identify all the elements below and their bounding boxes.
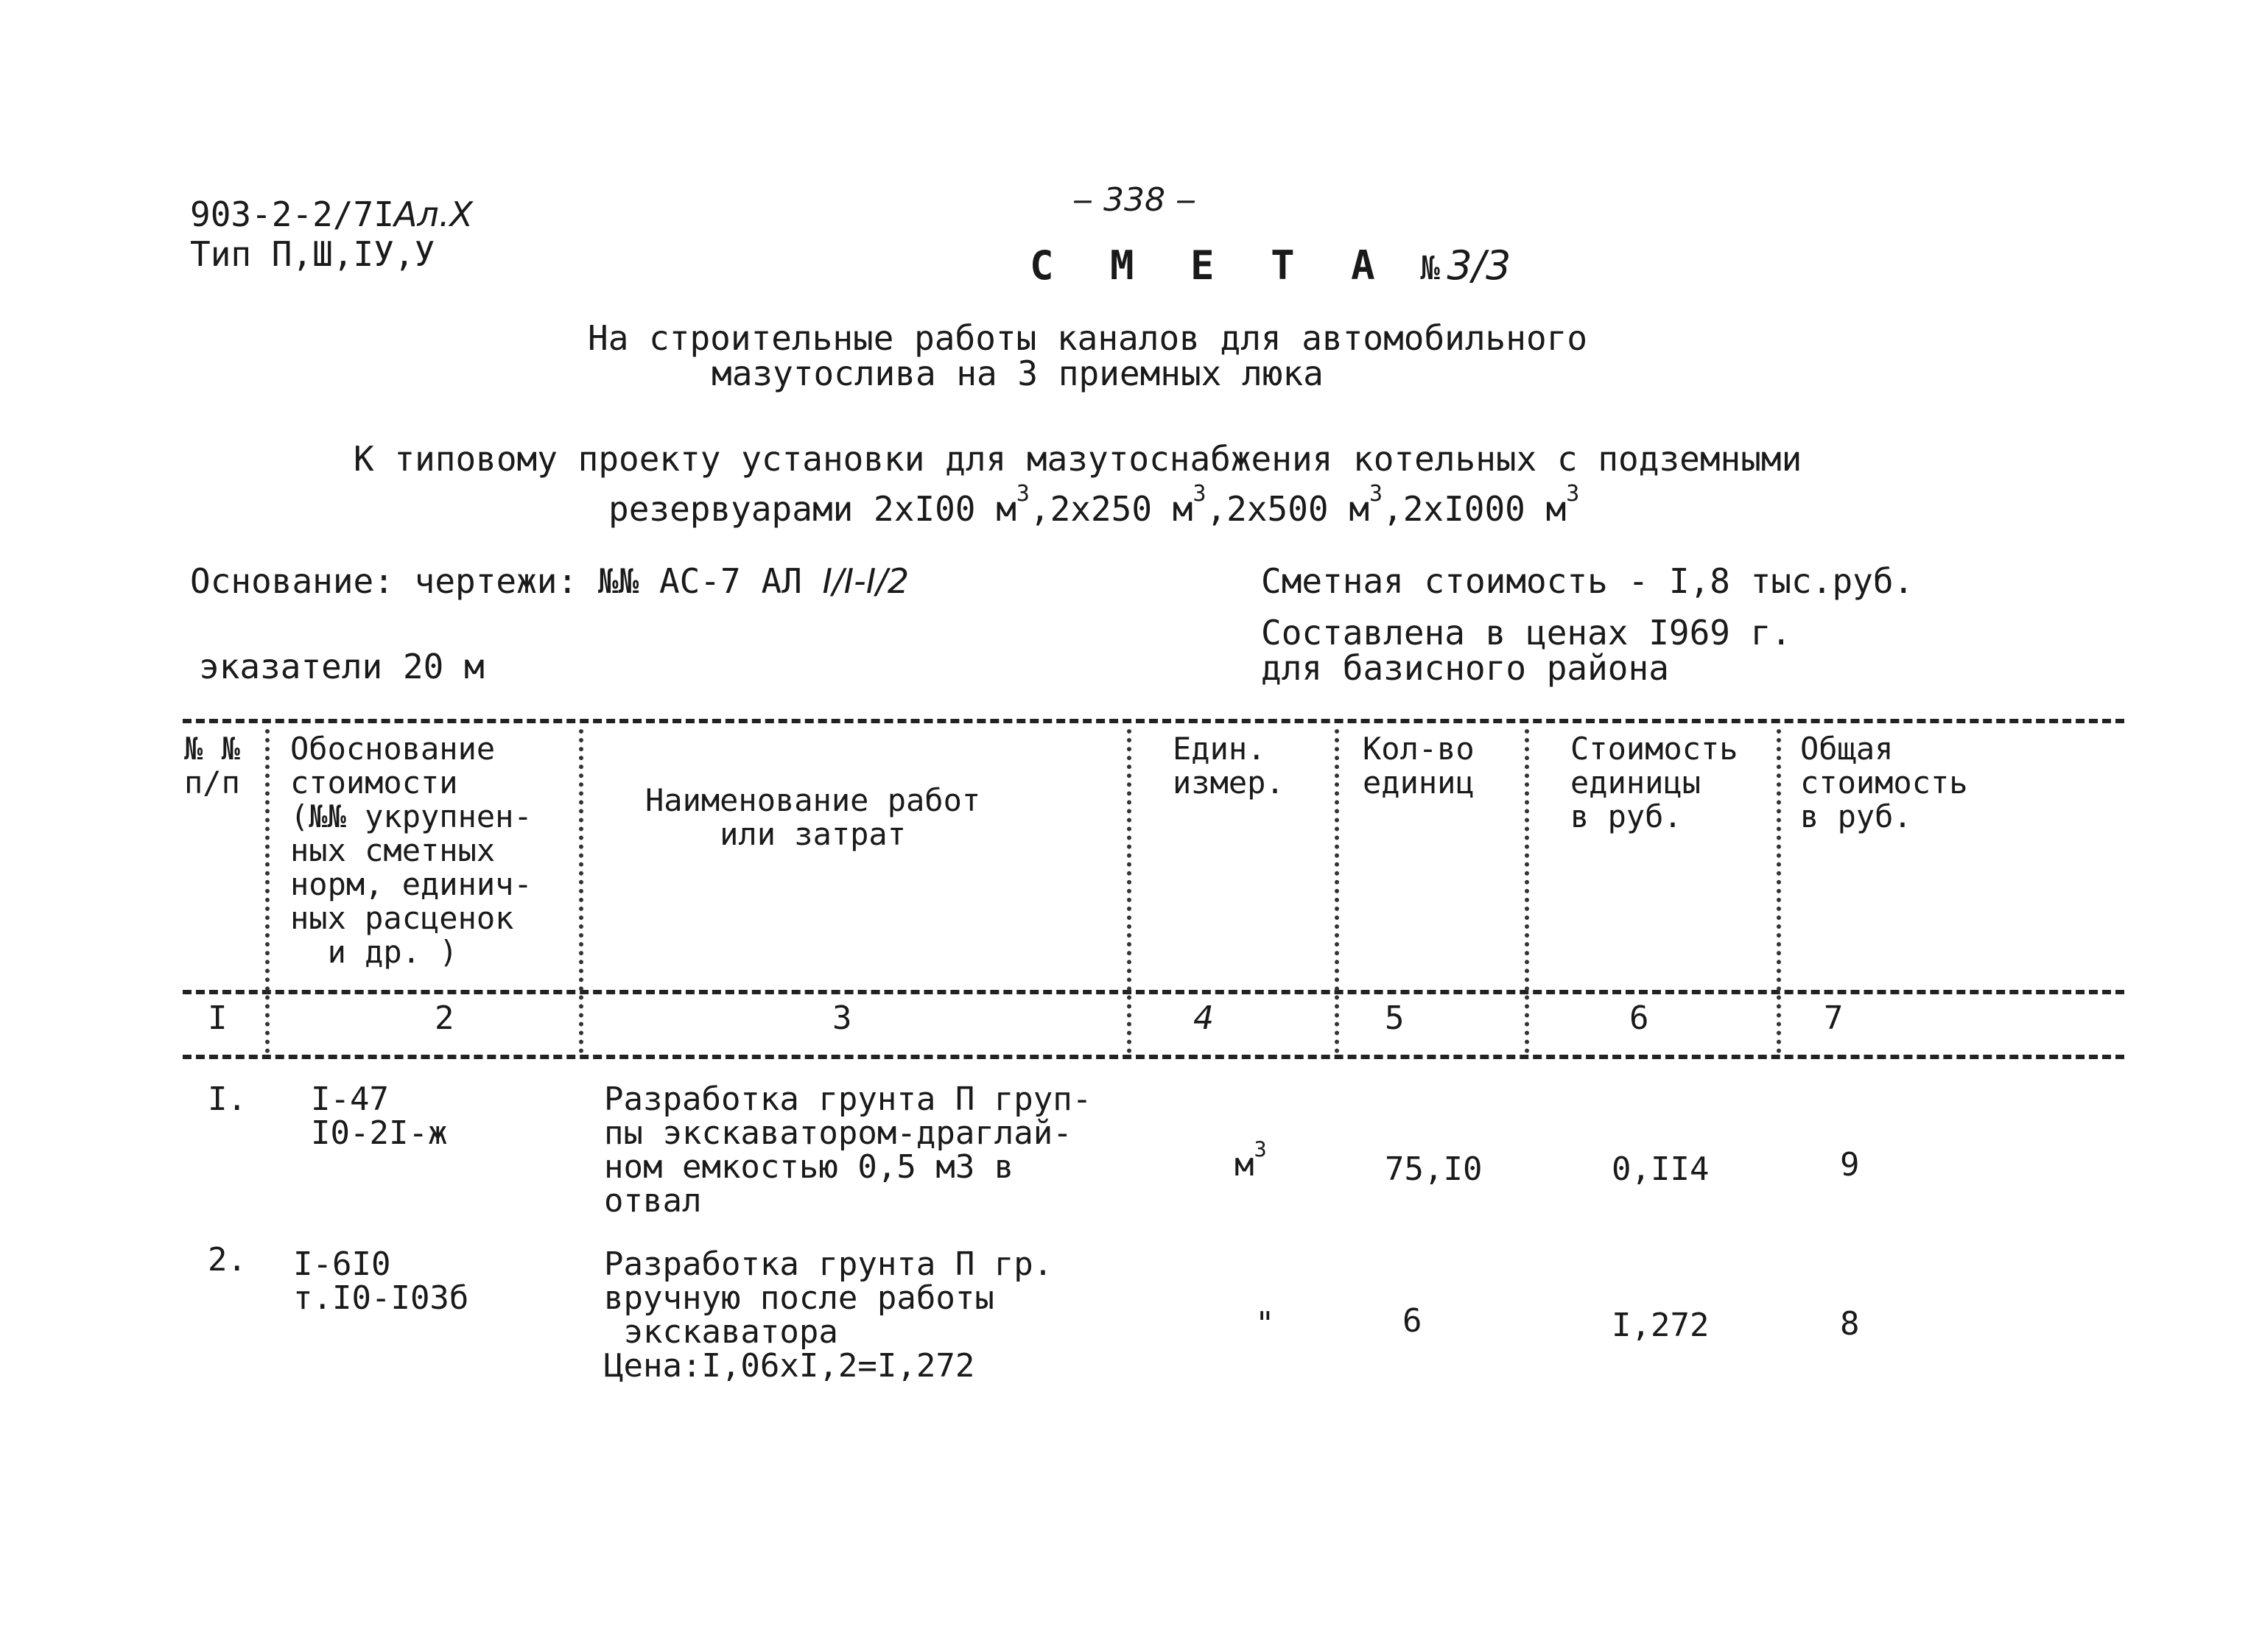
row-total: 8 bbox=[1840, 1305, 1860, 1343]
doc-code: 903-2-2/7IАл.X bbox=[190, 194, 473, 234]
row-unit: $м^3$ bbox=[1234, 1136, 1267, 1184]
header-bottom-rule bbox=[183, 990, 2124, 994]
col-number-1: I bbox=[208, 999, 228, 1037]
project-line-1: К типовому проекту установки для мазутоснабжения котельных с подземными bbox=[354, 439, 1802, 479]
row-quantity: 75,I0 bbox=[1385, 1150, 1483, 1188]
col-number-7: 7 bbox=[1824, 999, 1844, 1037]
header-col-4: Един. измер. bbox=[1173, 731, 1285, 801]
row-number: 2. bbox=[208, 1241, 247, 1279]
col-sep-3 bbox=[1127, 729, 1131, 1053]
row-basis: I-6I0 т.I0-I03б bbox=[293, 1245, 469, 1317]
col-number-2: 2 bbox=[435, 999, 454, 1037]
col-number-4: 4 bbox=[1193, 999, 1214, 1037]
header-col-2: Обоснование стоимости (№№ укрупнен- ных сметных норм, единич- ных расценок и др. ) bbox=[290, 731, 533, 970]
col-sep-4 bbox=[1335, 729, 1339, 1053]
col-number-5: 5 bbox=[1385, 999, 1405, 1037]
subtitle-line-1: На строительные работы каналов для автомобильного bbox=[588, 318, 1588, 358]
row-basis: I-47 I0-2I-ж bbox=[311, 1080, 448, 1152]
doc-type: Тип П,Ш,IУ,У bbox=[190, 234, 435, 274]
row-number: I. bbox=[208, 1080, 247, 1118]
col-sep-2 bbox=[579, 729, 583, 1053]
header-col-1: № № п/п bbox=[184, 731, 240, 801]
col-number-6: 6 bbox=[1629, 999, 1649, 1037]
row-unit-cost: I,272 bbox=[1612, 1307, 1710, 1344]
doc-code-handwritten: Ал.X bbox=[393, 194, 473, 234]
page-number: ‒ 338 ‒ bbox=[1072, 181, 1196, 219]
header-col-3: Наименование работ или затрат bbox=[645, 782, 981, 852]
row-quantity: 6 bbox=[1402, 1302, 1422, 1340]
row-unit-cost: 0,II4 bbox=[1612, 1150, 1710, 1188]
basis-handwritten: I/I-I/2 bbox=[822, 561, 910, 601]
header-col-6: Стоимость единицы в руб. bbox=[1570, 731, 1738, 834]
basis-text: Основание: чертежи: №№ АС-7 АЛ I/I-I/2 bbox=[190, 561, 910, 601]
row-unit: " bbox=[1255, 1305, 1275, 1343]
document-title: С М Е Т А № 3/3 bbox=[1030, 242, 1511, 289]
estimated-cost: Сметная стоимость - I,8 тыс.руб. bbox=[1261, 561, 1914, 601]
row-work-name: Разработка грунта П груп- пы экскаватором-драглай- ном емкостью 0,5 м3 в отвал bbox=[604, 1080, 1092, 1220]
col-sep-6 bbox=[1777, 729, 1781, 1053]
col-number-3: 3 bbox=[832, 999, 852, 1037]
prices-line-1: Составлена в ценах I969 г. bbox=[1261, 613, 1792, 653]
row-work-name: Разработка грунта П гр. вручную после работы экскаватора Цена:I,06хI,2=I,272 bbox=[604, 1245, 1053, 1385]
prices-line-2: для базисного района bbox=[1261, 648, 1669, 688]
number-row-rule bbox=[183, 1055, 2124, 1059]
header-col-5: Кол-во единиц bbox=[1363, 731, 1475, 801]
indicators-text: эказатели 20 м bbox=[199, 647, 485, 686]
project-line-2: резервуарами 2хI00 $м^3,2х250$ $м^3,2х500$ $м^3,2хI000$ $м^3$ bbox=[608, 481, 1580, 529]
subtitle-line-2: мазутослива на 3 приемных люка bbox=[712, 354, 1324, 393]
col-sep-1 bbox=[265, 729, 270, 1053]
table-top-rule bbox=[183, 719, 2124, 723]
col-sep-5 bbox=[1525, 729, 1529, 1053]
header-col-7: Общая стоимость в руб. bbox=[1800, 731, 1968, 834]
row-total: 9 bbox=[1840, 1146, 1860, 1184]
